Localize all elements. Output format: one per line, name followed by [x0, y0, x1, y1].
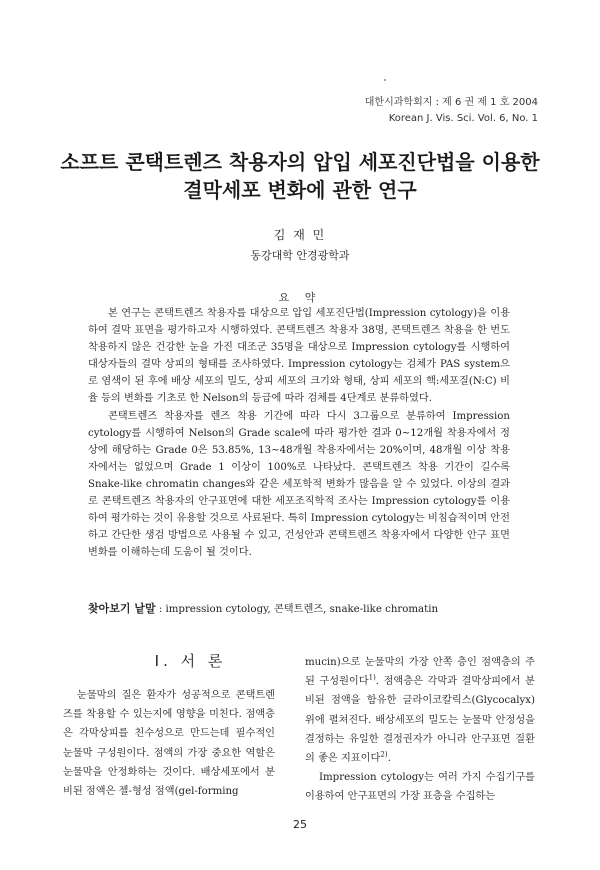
body-column-left	[63, 686, 275, 801]
keywords-label: 찾아보기 낱말	[88, 602, 156, 615]
intro-paragraph-right-1	[305, 653, 535, 768]
body-column-right	[305, 653, 535, 807]
journal-header	[365, 95, 538, 127]
keywords	[88, 601, 518, 618]
paper-title	[0, 148, 600, 204]
journal-korean: 대한시과학회지 : 제 6 권 제 1 호 2004	[364, 97, 538, 108]
author-name: 김 재 민	[273, 228, 327, 242]
title-line-2: 결막세포 변화에 관한 연구	[183, 178, 417, 202]
intro-text-c: .	[387, 753, 391, 765]
journal-english: Korean J. Vis. Sci. Vol. 6, No. 1	[388, 113, 538, 124]
abstract-paragraph-2: 콘택트렌즈 착용자를 렌즈 착용 기간에 따라 다시 3그룹으로 분류하여 Impression cytology를 시행하여 Nelson의 Grade scale에 따라 평가한 결과 0~12개월 착용자에서 정상에 해당하는 Grade 0은 53.85%, 13~48개월 착용자에서는 20%이며, 48개월 이상 착용자에서는 없었으며 Grade 1 이상이 100%로 나타났다. 콘택트렌즈 착용 기간이 길수록 Snake-like chromatin changes와 같은 세포학적 변화가 많음을 알 수 있었다. 이상의 결과로 콘택트렌즈 착용자의 안구표면에 대한 세포조직학적 조사는 Impression cytology를 이용하여 평가하는 것이 유용할 것으로 사료된다. 특히 Impression cytology는 비침습적이며 안전하고 간단한 생검 방법으로 사용될 수 있고, 건성안과 콘택트렌즈 착용자에서 다양한 안구 표면 변화를 이해하는데 도움이 될 것이다.	[88, 410, 510, 559]
citation-1: 1)	[368, 673, 376, 682]
abstract-body	[88, 305, 510, 561]
title-line-1: 소프트 콘택트렌즈 착용자의 압입 세포진단법을 이용한	[60, 150, 540, 174]
intro-text-a: mucin)으로 눈물막의 가장 안쪽 층인 점액층의 주된 구성원이다	[305, 657, 535, 688]
citation-2: 2)	[380, 750, 388, 759]
intro-paragraph-right-2: Impression cytology는 여러 가지 수집기구를 이용하여 안구표면의 가장 표층을 수집하는	[305, 772, 535, 803]
author-affiliation: 동강대학 안경광학과	[250, 249, 350, 262]
scan-speck	[384, 79, 386, 81]
abstract-paragraph-1: 본 연구는 콘택트렌즈 착용자를 대상으로 압입 세포진단법(Impression cytology)을 이용하여 결막 표면을 평가하고자 시행하였다. 콘택트렌즈 착용자 38명, 콘택트렌즈 착용을 한 번도 착용하지 않은 건강한 눈을 가진 대조군 35명을 대상으로 Impression cytology를 시행하여 대상자들의 결막 상피의 형태를 조사하였다. Impression cytology는 검체가 PAS system으로 염색이 된 후에 배상 세포의 밀도, 상피 세포의 크기와 형태, 상피 세포의 핵:세포질(N:C) 비율 등의 변화를 기초로 한 Nelson의 등급에 따라 검체를 4단계로 분류하였다.	[88, 308, 510, 405]
intro-paragraph-left: 눈물막의 질은 환자가 성공적으로 콘택트렌즈를 착용할 수 있는지에 영향을 미친다. 점액층은 각막상피를 친수성으로 만드는데 필수적인 눈물막 구성원이다. 점액의 가장 중요한 역할은 눈물막을 안정화하는 것이다. 배상세포에서 분비된 점액은 젤-형성 점액(gel-forming	[63, 690, 275, 798]
keywords-text: : impression cytology, 콘택트렌즈, snake-like chromatin	[155, 604, 439, 615]
section-heading-introduction: I. 서 론	[154, 652, 227, 670]
page-number: 25	[293, 818, 307, 831]
abstract-heading: 요 약	[278, 291, 322, 304]
intro-text-b: . 점액층은 각막과 결막상피에서 분비된 점액을 함유한 글라이코칼릭스(Glycocalyx)위에 펼쳐진다. 배상세포의 밀도는 눈물막 안정성을 결정하는 유일한 결정권자가 아니라 안구표면 질환의 좋은 지표이다	[305, 676, 536, 765]
